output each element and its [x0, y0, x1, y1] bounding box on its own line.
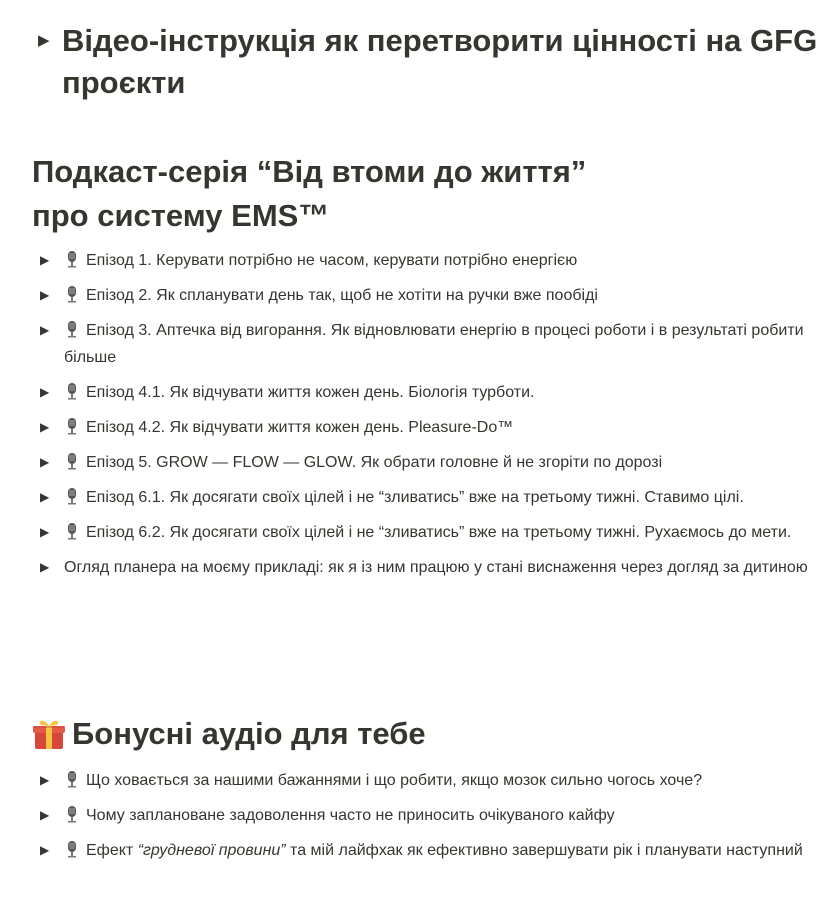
microphone-icon: [64, 840, 80, 858]
bonus-text: Що ховається за нашими бажаннями і що робити, якщо мозок сильно чогось хоче?: [86, 772, 703, 789]
toggle-item-episode-4-2[interactable]: [32, 414, 822, 441]
bonus-text-emphasis: “грудневої провини”: [137, 842, 286, 859]
toggle-triangle-icon[interactable]: ▶: [40, 490, 50, 504]
bonus-text: Чому заплановане задоволення часто не приносить очікуваного кайфу: [86, 807, 615, 824]
toggle-triangle-icon[interactable]: ▶: [40, 420, 50, 434]
toggle-triangle-icon[interactable]: ▶: [40, 253, 50, 267]
microphone-icon: [64, 452, 80, 470]
microphone-icon: [64, 417, 80, 435]
episode-text: Епізод 5. GROW — FLOW — GLOW. Як обрати головне й не згоріти по дорозі: [86, 454, 663, 471]
planner-review-text: Огляд планера на моєму прикладі: як я із ним працюю у стані виснаження через догляд за дитиною: [64, 559, 808, 576]
toggle-triangle-icon[interactable]: ▶: [40, 560, 50, 574]
podcast-series-heading: [32, 150, 732, 238]
toggle-item-episode-1[interactable]: [32, 247, 822, 274]
toggle-triangle-icon[interactable]: ▶: [40, 455, 50, 469]
toggle-triangle-icon[interactable]: ▶: [40, 773, 50, 787]
toggle-heading-video-instruction[interactable]: [32, 20, 822, 104]
episode-text: Епізод 4.1. Як відчувати життя кожен день. Біологія турботи.: [86, 384, 535, 401]
microphone-icon: [64, 382, 80, 400]
episode-text: Епізод 6.1. Як досягати своїх цілей і не “зливатись” вже на третьому тижні. Ставимо цілі.: [86, 489, 744, 506]
episode-text: Епізод 1. Керувати потрібно не часом, керувати потрібно енергією: [86, 252, 578, 269]
microphone-icon: [64, 770, 80, 788]
toggle-triangle-icon[interactable]: ▶: [40, 525, 50, 539]
toggle-item-episode-5[interactable]: [32, 449, 822, 476]
toggle-item-episode-3[interactable]: [32, 317, 822, 371]
podcast-title-line2: про систему EMS™: [32, 198, 330, 233]
toggle-item-bonus-3[interactable]: [32, 837, 822, 864]
toggle-item-episode-6-2[interactable]: [32, 519, 822, 546]
bonus-title: Бонусні аудіо для тебе: [72, 716, 426, 751]
bonus-audio-list: [32, 767, 822, 872]
microphone-icon: [64, 285, 80, 303]
toggle-item-bonus-1[interactable]: [32, 767, 822, 794]
bonus-audio-heading: [32, 712, 426, 756]
toggle-item-episode-2[interactable]: [32, 282, 822, 309]
bonus-text-suffix: та мій лайфхак як ефективно завершувати рік і планувати наступний: [285, 842, 803, 859]
microphone-icon: [64, 487, 80, 505]
microphone-icon: [64, 522, 80, 540]
toggle-triangle-icon[interactable]: ▶: [40, 323, 50, 337]
toggle-triangle-icon[interactable]: ▶: [40, 843, 50, 857]
episode-text: Епізод 6.2. Як досягати своїх цілей і не “зливатись” вже на третьому тижні. Рухаємось до мети.: [86, 524, 792, 541]
microphone-icon: [64, 250, 80, 268]
toggle-triangle-icon[interactable]: ▶: [38, 32, 50, 49]
microphone-icon: [64, 320, 80, 338]
episode-text: Епізод 4.2. Як відчувати життя кожен день. Pleasure-Do™: [86, 419, 514, 436]
episode-text: Епізод 3. Аптечка від вигорання. Як відновлювати енергію в процесі роботи і в результаті робити більше: [64, 322, 804, 366]
toggle-item-bonus-2[interactable]: [32, 802, 822, 829]
microphone-icon: [64, 805, 80, 823]
podcast-title-line1: Подкаст-серія “Від втоми до життя”: [32, 154, 587, 189]
toggle-triangle-icon[interactable]: ▶: [40, 808, 50, 822]
toggle-triangle-icon[interactable]: ▶: [40, 385, 50, 399]
toggle-triangle-icon[interactable]: ▶: [40, 288, 50, 302]
episode-text: Епізод 2. Як спланувати день так, щоб не хотіти на ручки вже пообіді: [86, 287, 598, 304]
bonus-text-prefix: Ефект: [86, 842, 138, 859]
toggle-heading-text: Відео-інструкція як перетворити цінності на GFG проєкти: [62, 23, 818, 100]
toggle-item-planner-review[interactable]: [32, 554, 822, 581]
toggle-item-episode-6-1[interactable]: [32, 484, 822, 511]
toggle-item-episode-4-1[interactable]: [32, 379, 822, 406]
podcast-episode-list: [32, 247, 822, 589]
gift-icon: [32, 717, 66, 751]
